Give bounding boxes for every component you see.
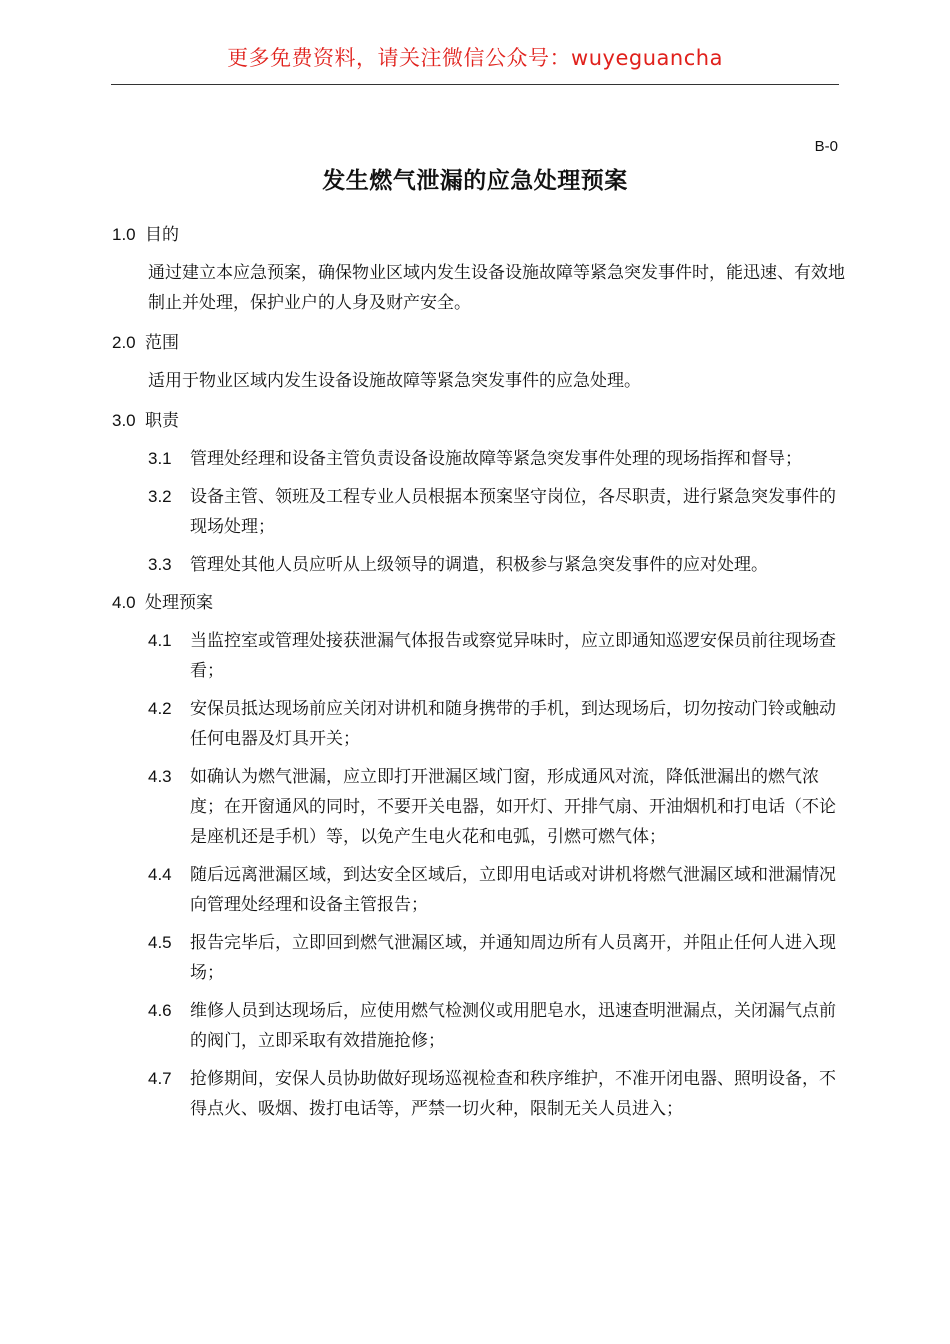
list-item (112, 694, 852, 754)
list-item (112, 482, 852, 542)
item-number: 4.2 (148, 699, 172, 718)
section-heading-responsibilities (112, 406, 852, 436)
section-title: 范围 (145, 333, 180, 353)
promo-banner: 更多免费资料，请关注微信公众号：wuyeguancha (227, 46, 723, 70)
list-item (112, 860, 852, 920)
section-title: 处理预案 (145, 593, 214, 613)
item-text: 抢修期间，安保人员协助做好现场巡视检查和秩序维护，不准开闭电器、照明设备，不得点火、吸烟、拨打电话等，严禁一切火种，限制无关人员进入； (190, 1069, 836, 1119)
item-text: 当监控室或管理处接获泄漏气体报告或察觉异味时，应立即通知巡逻安保员前往现场查看； (190, 631, 836, 681)
document-body (112, 220, 852, 1132)
section-paragraph-scope: 适用于物业区域内发生设备设施故障等紧急突发事件的应急处理。 (148, 371, 641, 391)
section-number: 1.0 (112, 225, 136, 244)
item-text: 管理处经理和设备主管负责设备设施故障等紧急突发事件处理的现场指挥和督导； (190, 449, 802, 469)
section-number: 4.0 (112, 593, 136, 612)
item-number: 3.2 (148, 487, 172, 506)
item-number: 4.5 (148, 933, 172, 952)
list-item (112, 762, 852, 852)
list-item (112, 444, 852, 474)
item-text: 随后远离泄漏区域，到达安全区域后，立即用电话或对讲机将燃气泄漏区域和泄漏情况向管理处经理和设备主管报告； (190, 865, 836, 915)
list-item (112, 626, 852, 686)
section-paragraph-purpose: 通过建立本应急预案，确保物业区域内发生设备设施故障等紧急突发事件时，能迅速、有效地制止并处理，保护业户的人身及财产安全。 (148, 263, 845, 313)
item-number: 4.1 (148, 631, 172, 650)
section-number: 2.0 (112, 333, 136, 352)
header-divider (111, 84, 839, 85)
item-text: 如确认为燃气泄漏，应立即打开泄漏区域门窗，形成通风对流，降低泄漏出的燃气浓度；在开窗通风的同时，不要开关电器，如开灯、开排气扇、开油烟机和打电话（不论是座机还是手机）等，以免产生电火花和电弧，引燃可燃气体； (190, 767, 836, 847)
document-number: B-0 (814, 138, 838, 155)
item-text: 报告完毕后，立即回到燃气泄漏区域，并通知周边所有人员离开，并阻止任何人进入现场； (190, 933, 836, 983)
item-number: 3.3 (148, 555, 172, 574)
list-item (112, 550, 852, 580)
section-heading-purpose (112, 220, 852, 250)
item-number: 3.1 (148, 449, 172, 468)
item-text: 安保员抵达现场前应关闭对讲机和随身携带的手机，到达现场后，切勿按动门铃或触动任何电器及灯具开关； (190, 699, 836, 749)
list-item (112, 928, 852, 988)
item-number: 4.4 (148, 865, 172, 884)
list-item (112, 1064, 852, 1124)
item-number: 4.7 (148, 1069, 172, 1088)
item-number: 4.3 (148, 767, 172, 786)
section-number: 3.0 (112, 411, 136, 430)
item-number: 4.6 (148, 1001, 172, 1020)
section-heading-scope (112, 328, 852, 358)
section-title: 目的 (145, 225, 180, 245)
item-text: 设备主管、领班及工程专业人员根据本预案坚守岗位，各尽职责，进行紧急突发事件的现场处理； (190, 487, 836, 537)
document-title: 发生燃气泄漏的应急处理预案 (322, 168, 628, 194)
item-text: 管理处其他人员应听从上级领导的调遣，积极参与紧急突发事件的应对处理。 (190, 555, 768, 575)
list-item (112, 996, 852, 1056)
item-text: 维修人员到达现场后，应使用燃气检测仪或用肥皂水，迅速查明泄漏点，关闭漏气点前的阀门，立即采取有效措施抢修； (190, 1001, 836, 1051)
section-title: 职责 (145, 411, 180, 431)
section-heading-procedure (112, 588, 852, 618)
